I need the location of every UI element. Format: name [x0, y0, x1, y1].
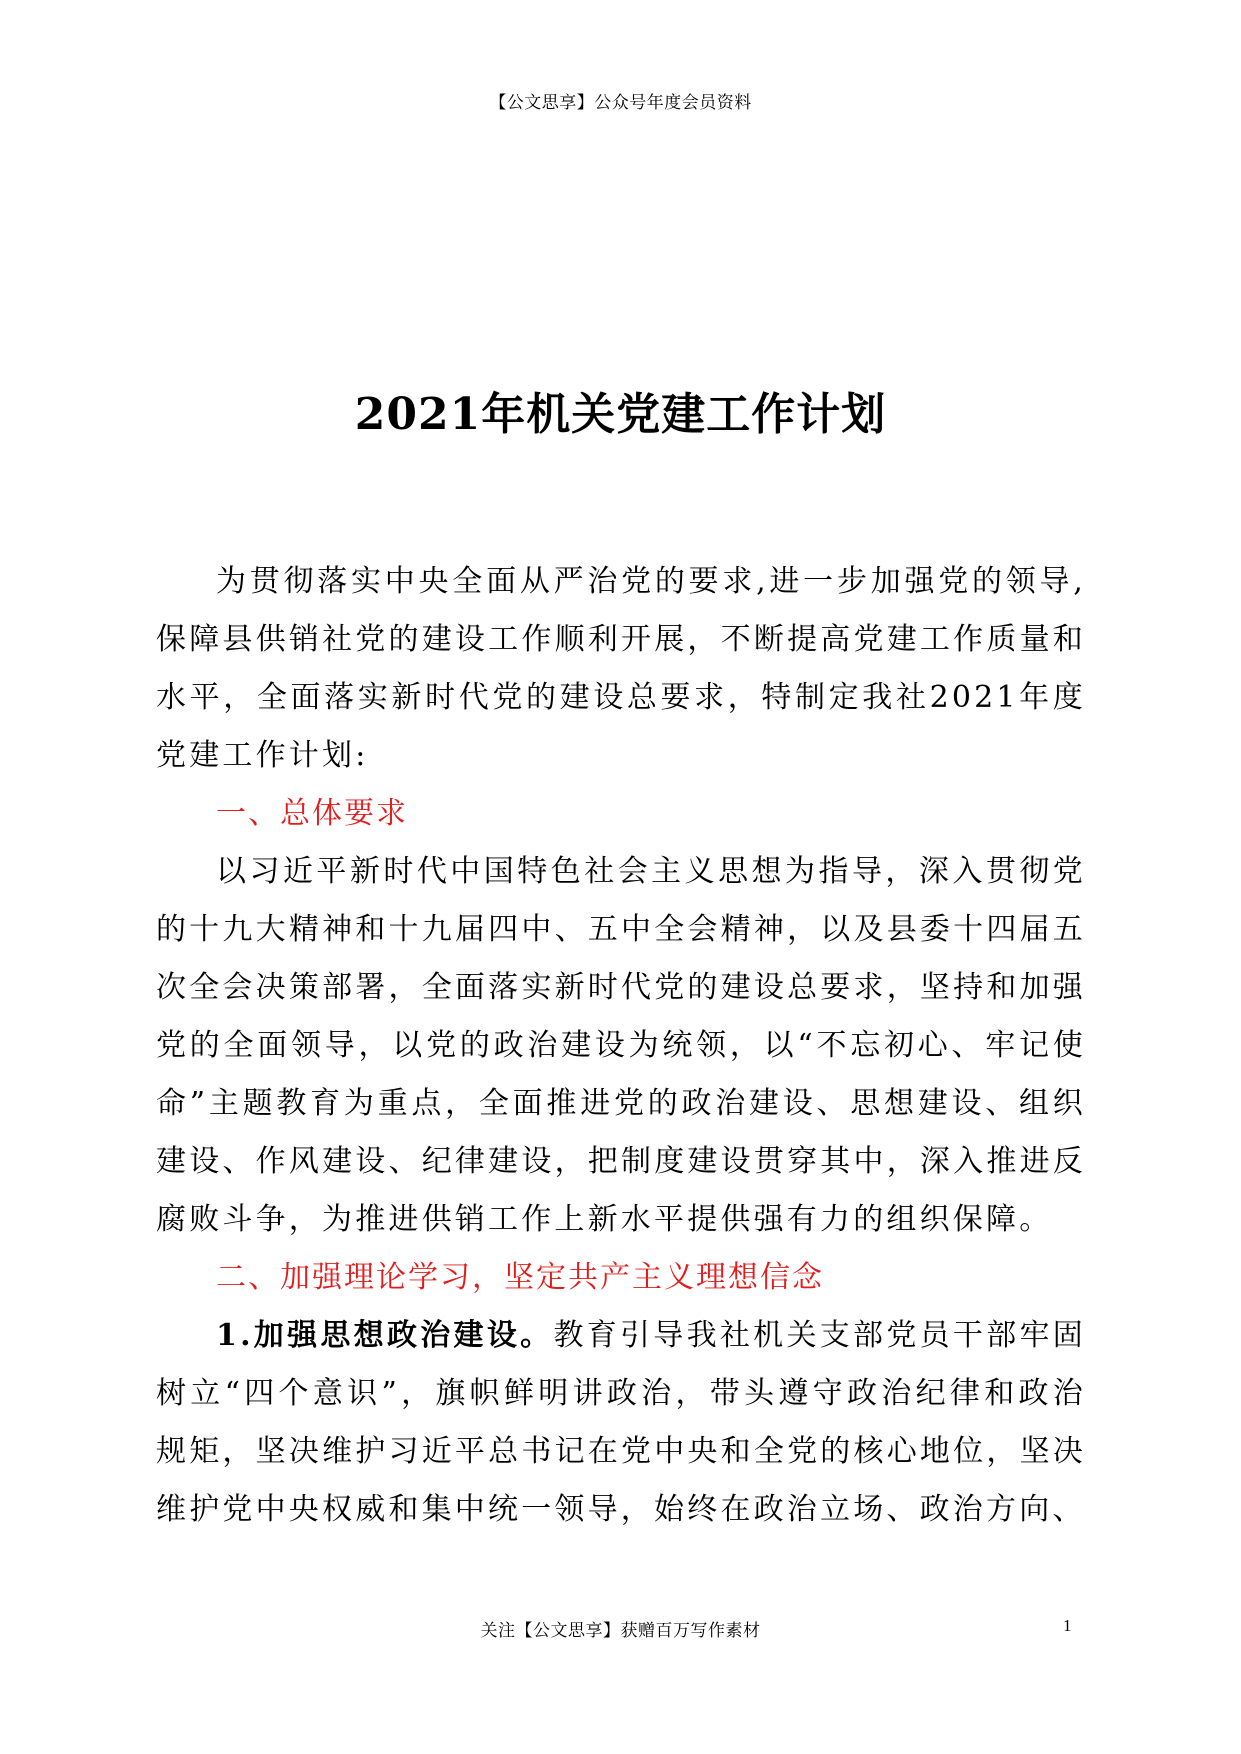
- section-2-item-1: [156, 1307, 1086, 1539]
- section-heading-1: 一、总体要求: [216, 796, 408, 831]
- document-title: 2021年机关党建工作计划: [354, 389, 887, 440]
- intro-paragraph: 为贯彻落实中央全面从严治党的要求,进一步加强党的领导,保障县供销社党的建设工作顺利开展，不断提高党建工作质量和水平，全面落实新时代党的建设总要求，特制定我社2021年度党建工作计划:: [156, 564, 1086, 773]
- page-number: 1: [1063, 1616, 1072, 1635]
- page-header: 【公文思享】公众号年度会员资料: [489, 93, 752, 113]
- section-1-paragraph: 以习近平新时代中国特色社会主义思想为指导，深入贯彻党的十九大精神和十九届四中、五中全会精神，以及县委十四届五次全会决策部署，全面落实新时代党的建设总要求，坚持和加强党的全面领导，以党的政治建设为统领，以“不忘初心、牢记使命”主题教育为重点，全面推进党的政治建设、思想建设、组织建设、作风建设、纪律建设，把制度建设贯穿其中，深入推进反腐败斗争，为推进供销工作上新水平提供强有力的组织保障。: [156, 854, 1086, 1237]
- document-body: [156, 553, 1086, 1539]
- item-1-lead: 1.加强思想政治建设。: [216, 1318, 554, 1353]
- item-1-text: 教育引导我社机关支部党员干部牢固树立“四个意识”，旗帜鲜明讲政治，带头遵守政治纪律和政治规矩，坚决维护习近平总书记在党中央和全党的核心地位，坚决维护党中央权威和集中统一领导，始终在政治立场、政治方向、: [156, 1318, 1086, 1527]
- section-heading-2: 二、加强理论学习，坚定共产主义理想信念: [216, 1260, 824, 1295]
- page-footer: 关注【公文思享】获赠百万写作素材: [480, 1621, 761, 1641]
